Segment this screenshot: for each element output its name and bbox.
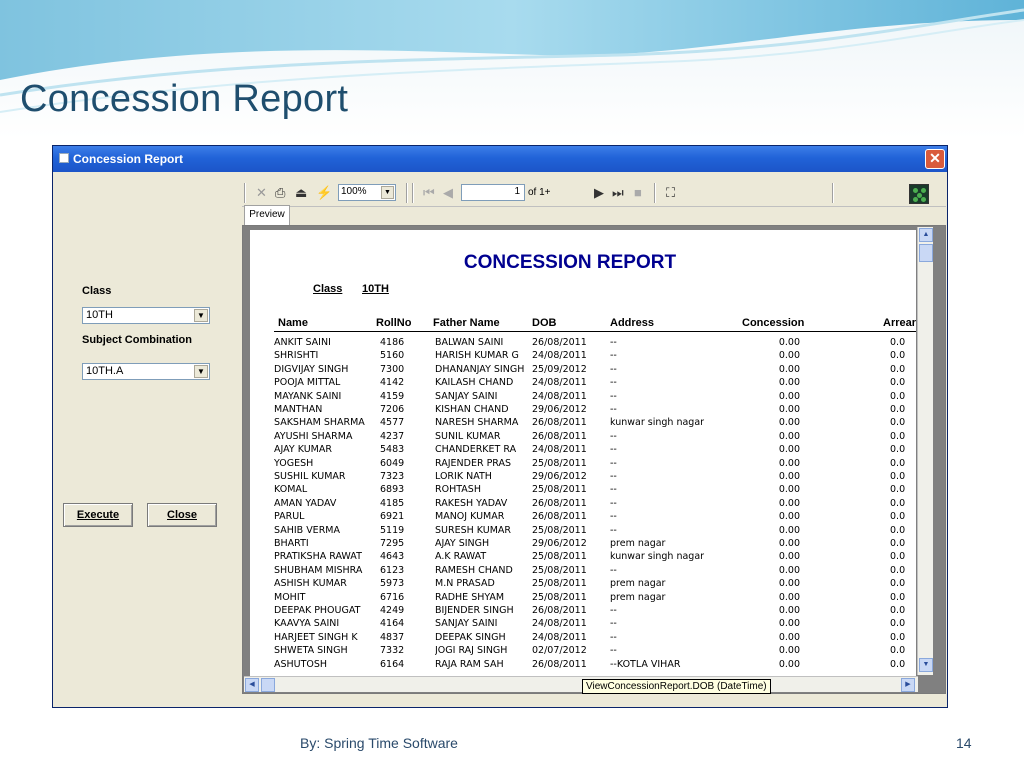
cell-dob: 25/09/2012 (532, 363, 587, 375)
cell-concession: 0.00 (778, 390, 800, 402)
cell-rollno: 7300 (380, 363, 405, 375)
cell-rollno: 6123 (380, 564, 405, 576)
toolbar-separator (244, 183, 246, 203)
cell-father-name: LORIK NATH (435, 471, 492, 482)
cell-dob: 26/08/2011 (532, 605, 587, 616)
cell-father-name: ROHTASH (435, 484, 481, 496)
cell-name: SHUBHAM MISHRA (274, 564, 363, 576)
cell-dob: 29/06/2012 (532, 404, 587, 415)
toolbar-separator (412, 183, 414, 203)
cell-arrear: 0.0 (890, 645, 906, 657)
cell-name: DIGVIJAY SINGH (274, 363, 349, 375)
toolbar-separator (406, 183, 408, 203)
cell-father-name: SURESH KUMAR (435, 524, 512, 536)
cell-concession: 0.00 (778, 658, 800, 670)
cell-name: ANKIT SAINI (274, 337, 331, 348)
cell-address: -- (610, 631, 617, 643)
cell-concession: 0.00 (778, 538, 800, 549)
print-icon[interactable]: ⎙ (275, 185, 286, 200)
cell-arrear: 0.0 (890, 430, 906, 442)
cell-name: KAAVYA SAINI (274, 618, 340, 630)
execute-button[interactable] (63, 503, 133, 527)
cell-rollno: 6893 (380, 484, 405, 496)
cell-name: SHWETA SINGH (274, 645, 348, 657)
cell-name: AMAN YADAV (274, 497, 337, 509)
cell-rollno: 6049 (380, 457, 405, 469)
cell-dob: 26/08/2011 (532, 417, 587, 429)
cell-dob: 02/07/2012 (532, 645, 587, 657)
report-class-value: 10TH (362, 283, 389, 295)
table-row (250, 565, 916, 578)
column-header-dob: DOB (532, 317, 557, 329)
report-viewer (242, 179, 946, 694)
cell-father-name: SUNIL KUMAR (435, 430, 501, 442)
scroll-down-icon[interactable]: ▼ (919, 658, 933, 672)
cell-dob: 24/08/2011 (532, 390, 587, 402)
cell-arrear: 0.0 (890, 497, 906, 509)
cell-arrear: 0.0 (890, 631, 906, 643)
first-page-icon[interactable]: ⏮ (423, 185, 435, 200)
cell-address: -- (610, 484, 617, 496)
cell-concession: 0.00 (778, 551, 800, 563)
table-row (250, 404, 916, 417)
header-divider (274, 331, 916, 332)
table-row (250, 578, 916, 591)
cell-address: prem nagar (610, 538, 666, 549)
cell-arrear: 0.0 (890, 417, 906, 429)
cell-father-name: MANOJ KUMAR (435, 511, 505, 523)
horizontal-scrollbar[interactable] (244, 676, 918, 692)
cell-rollno: 4185 (380, 497, 405, 509)
cell-address: -- (610, 471, 617, 482)
cell-address: prem nagar (610, 578, 666, 590)
table-row (250, 458, 916, 471)
cell-concession: 0.00 (778, 417, 800, 429)
cell-name: ASHUTOSH (274, 658, 328, 670)
cell-name: MANTHAN (274, 404, 323, 415)
cell-name: BHARTI (274, 538, 309, 549)
cell-dob: 29/06/2012 (532, 471, 587, 482)
cell-arrear: 0.0 (890, 337, 906, 348)
column-header-address: Address (610, 317, 655, 329)
cell-father-name: RAMESH CHAND (435, 564, 513, 576)
cell-dob: 24/08/2011 (532, 444, 587, 456)
column-header-name: Name (278, 317, 308, 329)
cell-dob: 24/08/2011 (532, 618, 587, 630)
chevron-down-icon[interactable]: ▼ (194, 309, 208, 322)
report-title: CONCESSION REPORT (463, 252, 677, 273)
cell-arrear: 0.0 (890, 444, 906, 456)
table-row (250, 551, 916, 564)
table-row (250, 525, 916, 538)
tab-preview[interactable]: Preview (244, 205, 290, 225)
next-page-icon[interactable]: ▶ (594, 185, 604, 200)
cell-name: YOGESH (274, 457, 314, 469)
cell-address: -- (610, 404, 617, 415)
cell-concession: 0.00 (778, 524, 800, 536)
cell-dob: 25/08/2011 (532, 564, 587, 576)
cell-arrear: 0.0 (890, 551, 906, 563)
slide-title: Concession Report (20, 78, 349, 120)
cell-concession: 0.00 (778, 511, 800, 523)
table-row (250, 350, 916, 363)
cell-dob: 29/06/2012 (532, 538, 587, 549)
table-row (250, 511, 916, 524)
cell-arrear: 0.0 (890, 618, 906, 630)
cell-father-name: DHANANJAY SINGH (435, 363, 525, 375)
class-label: Class (82, 285, 112, 297)
subject-combination-select[interactable] (82, 363, 210, 380)
cell-name: KOMAL (274, 484, 308, 496)
cell-arrear: 0.0 (890, 538, 906, 549)
vertical-scrollbar[interactable] (917, 227, 933, 675)
cell-dob: 26/08/2011 (532, 430, 587, 442)
cell-arrear: 0.0 (890, 578, 906, 590)
table-row (250, 618, 916, 631)
cell-dob: 26/08/2011 (532, 337, 587, 348)
cell-father-name: CHANDERKET RA (435, 444, 517, 456)
cell-name: MOHIT (274, 591, 306, 603)
cell-address: -- (610, 564, 617, 576)
cell-father-name: RAJA RAM SAH (435, 658, 504, 670)
table-row (250, 337, 916, 350)
cell-father-name: AJAY SINGH (435, 538, 490, 549)
cell-arrear: 0.0 (890, 350, 906, 362)
cell-arrear: 0.0 (890, 363, 906, 375)
cell-father-name: KISHAN CHAND (435, 404, 509, 415)
crystal-reports-logo-icon (909, 184, 929, 204)
cell-concession: 0.00 (778, 591, 800, 603)
toolbar-separator (654, 183, 656, 203)
cell-address: -- (610, 605, 617, 616)
cell-name: AYUSHI SHARMA (274, 430, 353, 442)
cell-rollno: 4142 (380, 377, 405, 389)
cell-rollno: 7206 (380, 404, 405, 415)
cell-concession: 0.00 (778, 497, 800, 509)
cell-address: -- (610, 390, 617, 402)
close-button[interactable] (147, 503, 217, 527)
cell-arrear: 0.0 (890, 564, 906, 576)
window-title: Concession Report (73, 152, 184, 166)
slide-footer: By: Spring Time Software (300, 735, 458, 751)
chevron-down-icon[interactable]: ▼ (381, 186, 394, 199)
field-tooltip: ViewConcessionReport.DOB (DateTime) (582, 679, 771, 694)
table-row (250, 391, 916, 404)
table-row (250, 659, 916, 672)
cell-arrear: 0.0 (890, 591, 906, 603)
cell-name: SAHIB VERMA (274, 524, 340, 536)
cell-name: PARUL (274, 511, 305, 523)
page-number-input[interactable]: 1 (461, 184, 525, 201)
chevron-down-icon[interactable]: ▼ (194, 365, 208, 378)
cell-dob: 26/08/2011 (532, 658, 587, 670)
subject-combination-label: Subject Combination (82, 334, 192, 346)
viewer-toolbar (242, 179, 946, 207)
cell-address: -- (610, 337, 617, 348)
cell-rollno: 6716 (380, 591, 405, 603)
cell-father-name: M.N PRASAD (435, 578, 495, 590)
cell-address: -- (610, 377, 617, 389)
scroll-left-icon[interactable]: ◀ (245, 678, 259, 692)
table-row (250, 431, 916, 444)
cell-address: -- (610, 430, 617, 442)
cell-name: DEEPAK PHOUGAT (274, 605, 361, 616)
cell-concession: 0.00 (778, 350, 800, 362)
table-row (250, 364, 916, 377)
cell-address: -- (610, 524, 617, 536)
table-row (250, 484, 916, 497)
cell-father-name: RADHE SHYAM (435, 591, 505, 603)
cell-address: kunwar singh nagar (610, 417, 705, 429)
table-row (250, 645, 916, 658)
cell-rollno: 7332 (380, 645, 405, 657)
cell-address: -- (610, 363, 617, 375)
cell-arrear: 0.0 (890, 457, 906, 469)
report-class-label: Class (313, 283, 343, 295)
cell-address: -- (610, 444, 617, 456)
cell-name: MAYANK SAINI (274, 390, 342, 402)
table-row (250, 592, 916, 605)
zoom-value: 100% (341, 186, 367, 197)
cell-concession: 0.00 (778, 484, 800, 496)
cell-concession: 0.00 (778, 631, 800, 643)
cell-arrear: 0.0 (890, 390, 906, 402)
table-row (250, 377, 916, 390)
cell-father-name: NARESH SHARMA (435, 417, 519, 429)
cell-name: SUSHIL KUMAR (274, 471, 346, 482)
cell-rollno: 5119 (380, 524, 405, 536)
cell-father-name: SANJAY SAINI (435, 618, 498, 630)
zoom-select[interactable] (338, 184, 396, 201)
cell-dob: 25/08/2011 (532, 591, 587, 603)
cell-concession: 0.00 (778, 457, 800, 469)
cell-father-name: SANJAY SAINI (435, 390, 498, 402)
cell-arrear: 0.0 (890, 484, 906, 496)
cell-rollno: 5160 (380, 350, 405, 362)
cell-dob: 25/08/2011 (532, 484, 587, 496)
cell-address: kunwar singh nagar (610, 551, 705, 563)
cell-rollno: 7323 (380, 471, 405, 482)
window-titlebar[interactable] (53, 146, 947, 172)
table-row (250, 538, 916, 551)
cell-address: -- (610, 497, 617, 509)
table-row (250, 605, 916, 618)
cell-rollno: 6921 (380, 511, 405, 523)
cell-dob: 25/08/2011 (532, 457, 587, 469)
cell-concession: 0.00 (778, 578, 800, 590)
cell-father-name: BIJENDER SINGH (435, 605, 514, 616)
cell-father-name: JOGI RAJ SINGH (435, 645, 508, 657)
cell-concession: 0.00 (778, 471, 800, 482)
cell-concession: 0.00 (778, 618, 800, 630)
table-row (250, 444, 916, 457)
cell-arrear: 0.0 (890, 524, 906, 536)
cell-concession: 0.00 (778, 444, 800, 456)
cell-father-name: KAILASH CHAND (435, 377, 514, 389)
cell-concession: 0.00 (778, 337, 800, 348)
column-header-rollno: RollNo (376, 317, 412, 329)
scroll-up-icon[interactable]: ▲ (919, 228, 933, 242)
cell-father-name: RAKESH YADAV (435, 497, 508, 509)
cell-father-name: RAJENDER PRAS (435, 457, 512, 469)
report-content-area (242, 225, 946, 694)
cell-concession: 0.00 (778, 404, 800, 415)
cell-rollno: 4159 (380, 390, 405, 402)
cell-father-name: DEEPAK SINGH (435, 631, 506, 643)
cell-rollno: 4164 (380, 618, 405, 630)
table-row (250, 632, 916, 645)
cell-rollno: 5973 (380, 578, 405, 590)
cell-address: -- (610, 511, 617, 523)
table-row (250, 471, 916, 484)
cell-concession: 0.00 (778, 605, 800, 616)
cell-address: --KOTLA VIHAR (610, 658, 681, 670)
cell-rollno: 4577 (380, 417, 405, 429)
cell-concession: 0.00 (778, 363, 800, 375)
cell-name: HARJEET SINGH K (274, 631, 358, 643)
cell-dob: 24/08/2011 (532, 631, 587, 643)
cell-dob: 25/08/2011 (532, 524, 587, 536)
cell-rollno: 4643 (380, 551, 405, 563)
cell-rollno: 4237 (380, 430, 405, 442)
cell-concession: 0.00 (778, 645, 800, 657)
cell-dob: 25/08/2011 (532, 551, 587, 563)
column-header-arrear: Arrear (883, 317, 916, 329)
table-row (250, 417, 916, 430)
table-row (250, 498, 916, 511)
execute-button-label: Execute (76, 509, 120, 521)
slide-page-number: 14 (956, 735, 972, 751)
search-binoculars-icon[interactable]: ⛶ (666, 185, 676, 200)
cell-address: -- (610, 645, 617, 657)
cell-rollno: 6164 (380, 658, 405, 670)
page-count: of 1+ (528, 187, 551, 198)
concession-report-window (52, 145, 948, 708)
cell-concession: 0.00 (778, 377, 800, 389)
column-header-concession: Concession (742, 317, 805, 329)
cell-father-name: A.K RAWAT (435, 551, 487, 563)
export-icon[interactable]: ⏏ (295, 185, 308, 200)
window-app-icon (59, 153, 69, 163)
scroll-right-icon[interactable]: ▶ (901, 678, 915, 692)
report-page (250, 230, 916, 676)
cell-arrear: 0.0 (890, 471, 906, 482)
cell-rollno: 4249 (380, 605, 405, 616)
cell-rollno: 7295 (380, 538, 405, 549)
cell-dob: 25/08/2011 (532, 578, 587, 590)
cell-name: ASHISH KUMAR (274, 578, 347, 590)
cell-name: SAKSHAM SHARMA (274, 417, 365, 429)
cell-arrear: 0.0 (890, 404, 906, 415)
previous-page-icon[interactable]: ◀ (443, 185, 453, 200)
close-view-icon[interactable]: ✕ (256, 185, 267, 200)
cell-father-name: HARISH KUMAR G (435, 350, 519, 362)
toolbar-separator (832, 183, 834, 203)
class-select-value: 10TH (86, 309, 113, 321)
cell-dob: 26/08/2011 (532, 511, 587, 523)
cell-concession: 0.00 (778, 564, 800, 576)
close-button-label: Close (167, 509, 197, 521)
cell-name: PRATIKSHA RAWAT (274, 551, 362, 563)
cell-arrear: 0.0 (890, 605, 906, 616)
column-header-father-name: Father Name (433, 317, 500, 329)
cell-arrear: 0.0 (890, 377, 906, 389)
cell-name: AJAY KUMAR (274, 444, 332, 456)
cell-rollno: 4837 (380, 631, 405, 643)
refresh-lightning-icon[interactable]: ⚡ (316, 185, 333, 200)
cell-dob: 24/08/2011 (532, 350, 587, 362)
cell-dob: 26/08/2011 (532, 497, 587, 509)
cell-concession: 0.00 (778, 430, 800, 442)
subject-select-value: 10TH.A (86, 365, 124, 377)
cell-arrear: 0.0 (890, 511, 906, 523)
cell-name: SHRISHTI (274, 350, 319, 362)
cell-name: POOJA MITTAL (274, 377, 341, 389)
cell-address: -- (610, 457, 617, 469)
cell-father-name: BALWAN SAINI (435, 337, 504, 348)
stop-icon[interactable]: ■ (634, 185, 642, 200)
cell-address: -- (610, 618, 617, 630)
class-select[interactable] (82, 307, 210, 324)
last-page-icon[interactable]: ⏭ (612, 185, 624, 200)
window-close-button[interactable]: ✕ (925, 149, 945, 169)
cell-dob: 24/08/2011 (532, 377, 587, 389)
cell-rollno: 5483 (380, 444, 405, 456)
cell-rollno: 4186 (380, 337, 405, 348)
vertical-scroll-thumb[interactable] (919, 244, 933, 262)
cell-arrear: 0.0 (890, 658, 906, 670)
horizontal-scroll-thumb[interactable] (261, 678, 275, 692)
cell-address: prem nagar (610, 591, 666, 603)
cell-address: -- (610, 350, 617, 362)
